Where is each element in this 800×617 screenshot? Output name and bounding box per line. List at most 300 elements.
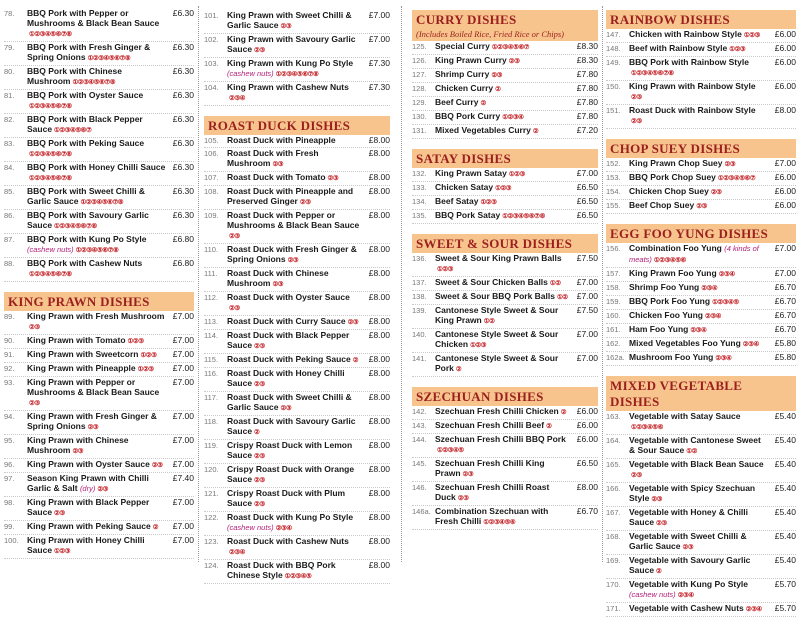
item-name-text: Chicken Chop Suey: [629, 186, 709, 196]
menu-item: [606, 555, 796, 579]
item-name: [435, 55, 570, 67]
item-price: £7.50: [576, 253, 598, 263]
allergen-codes: ①②③④⑤: [437, 447, 464, 454]
item-name: [227, 244, 362, 266]
allergen-codes: ①②③: [437, 266, 453, 273]
item-name-text: Roast Duck with Kung Po Style: [227, 512, 354, 522]
item-price: £6.30: [172, 42, 194, 52]
item-number: 78.: [4, 9, 15, 18]
menu-item: [606, 268, 796, 282]
allergen-codes: ①②③④⑤⑥: [483, 519, 516, 526]
allergen-codes: ②③: [272, 281, 284, 288]
menu-item: [606, 172, 796, 186]
item-number: 108.: [204, 187, 219, 196]
item-name: [27, 66, 166, 88]
allergen-codes: ①②③④⑤⑥⑦⑧: [80, 199, 124, 206]
item-number: 114.: [204, 331, 219, 340]
allergen-codes: ②③: [254, 453, 265, 460]
item-name-text: BBQ Pork with Pepper or Mushrooms & Black Bean Sauce: [27, 8, 160, 28]
item-name: [435, 41, 570, 53]
item-name-text: Roast Duck with Pineapple and Preserved Ginger: [227, 186, 354, 206]
item-name: [227, 135, 362, 145]
allergen-codes: ②③: [710, 189, 722, 196]
allergen-codes: ①②: [483, 318, 495, 325]
item-number: 145.: [412, 459, 427, 468]
item-name-text: Sweet & Sour BBQ Pork Balls: [435, 291, 555, 301]
item-price: £8.00: [368, 560, 390, 570]
item-number: 128.: [412, 84, 427, 93]
item-price: £6.30: [172, 8, 194, 18]
column-divider: [198, 6, 199, 562]
allergen-codes: ①②③④⑤⑥⑦⑧: [29, 151, 72, 158]
item-price: £6.00: [774, 172, 796, 182]
item-price: £7.00: [172, 335, 194, 345]
menu-item: [606, 43, 796, 57]
item-price: £8.00: [368, 244, 390, 254]
item-number: 165.: [606, 460, 621, 469]
item-price: £6.00: [774, 81, 796, 91]
item-price: £6.50: [576, 458, 598, 468]
item-number: 162.: [606, 339, 621, 348]
menu-item: [412, 458, 598, 482]
item-number: 160.: [606, 311, 621, 320]
item-number: 161.: [606, 325, 621, 334]
item-price: £8.00: [368, 512, 390, 522]
item-price: £8.00: [368, 148, 390, 158]
item-number: 155.: [606, 201, 621, 210]
allergen-codes: ②③: [299, 199, 311, 206]
menu-item: [4, 66, 194, 90]
item-name-text: Roast Duck with Tomato: [227, 172, 326, 182]
item-number: 119.: [204, 441, 219, 450]
item-number: 136.: [412, 254, 427, 263]
menu-column-3: [412, 0, 598, 530]
item-name-text: Beef with Rainbow Style: [629, 43, 728, 53]
menu-item: [606, 324, 796, 338]
item-name: [629, 435, 768, 457]
item-name: [435, 305, 570, 327]
allergen-codes: ②③: [508, 58, 520, 65]
allergen-codes: ①②③: [140, 352, 157, 359]
menu-item: [606, 507, 796, 531]
item-price: £5.70: [774, 579, 796, 589]
menu-item: [204, 82, 390, 106]
item-price: £6.80: [172, 258, 194, 268]
item-number: 97.: [4, 474, 15, 483]
item-price: £6.00: [774, 57, 796, 67]
item-name: [227, 82, 362, 104]
item-name-text: Roast Duck with Pineapple: [227, 135, 336, 145]
item-price: £7.00: [576, 168, 598, 178]
item-name-text: King Prawn with Fresh Ginger & Spring Onions: [27, 411, 157, 431]
menu-section: [606, 214, 796, 366]
item-number: 93.: [4, 378, 15, 387]
item-name: [435, 406, 570, 418]
item-name: [629, 507, 768, 529]
menu-item: [4, 435, 194, 459]
item-note: (cashew nuts): [629, 590, 676, 599]
allergen-codes: ①②③④⑤⑥⑦⑧: [72, 79, 116, 86]
item-name: [435, 458, 570, 480]
item-name-text: Szechuan Fresh Chilli Chicken: [435, 406, 559, 416]
item-name: [435, 97, 570, 109]
item-price: £8.00: [368, 416, 390, 426]
allergen-codes: ①②③④⑤⑥⑦: [491, 44, 530, 51]
item-price: £6.70: [774, 310, 796, 320]
allergen-codes: ②③④: [742, 341, 759, 348]
menu-item: [606, 282, 796, 296]
item-number: 83.: [4, 139, 15, 148]
allergen-codes: ②③: [724, 161, 736, 168]
allergen-codes: ①②③④: [502, 114, 524, 121]
item-number: 90.: [4, 336, 15, 345]
item-name-text: Chicken Curry: [435, 83, 494, 93]
item-name: [227, 354, 362, 366]
item-name-text: Szechuan Fresh Chilli BBQ Pork: [435, 434, 566, 444]
allergen-codes: ②: [546, 423, 552, 430]
item-price: £6.70: [576, 506, 598, 516]
item-name: [629, 324, 768, 336]
section-heading: SWEET & SOUR DISHES: [412, 234, 598, 253]
allergen-codes: ②③: [254, 47, 265, 54]
item-price: £8.00: [368, 186, 390, 196]
allergen-codes: ②③: [29, 324, 40, 331]
item-name-text: Crispy Roast Duck with Plum Sauce: [227, 488, 346, 508]
item-number: 171.: [606, 604, 621, 613]
item-name: [227, 392, 362, 414]
menu-item: [204, 330, 390, 354]
allergen-codes: ①②③④⑤⑥⑦⑧: [29, 175, 72, 182]
menu-item: [4, 258, 194, 282]
menu-item: [412, 196, 598, 210]
allergen-codes: ①②③④⑤⑥: [631, 424, 663, 431]
item-name-text: Roast Duck with Pepper or Mushrooms & Black Bean Sauce: [227, 210, 360, 230]
item-number: 98.: [4, 498, 15, 507]
item-number: 148.: [606, 44, 621, 53]
item-name: [27, 497, 166, 519]
menu-item: [204, 392, 390, 416]
item-price: £7.00: [774, 243, 796, 253]
item-name-text: Shrimp Foo Yung: [629, 282, 700, 292]
item-price: £6.30: [172, 90, 194, 100]
menu-item: [412, 210, 598, 224]
item-name: [27, 363, 166, 375]
item-name-text: BBQ Pork with Fresh Ginger & Spring Onions: [27, 42, 151, 62]
item-name: [227, 488, 362, 510]
item-name-text: Szechuan Fresh Chilli Roast Duck: [435, 482, 550, 502]
item-price: £7.80: [576, 83, 598, 93]
menu-item: [4, 138, 194, 162]
item-price: £5.40: [774, 459, 796, 469]
item-name-text: King Prawn with Fresh Mushroom: [27, 311, 165, 321]
allergen-codes: ②: [480, 100, 486, 107]
menu-item: [4, 363, 194, 377]
item-price: £6.70: [774, 324, 796, 334]
item-number: 141.: [412, 354, 427, 363]
item-price: £8.00: [368, 392, 390, 402]
item-number: 105.: [204, 136, 219, 145]
item-number: 103.: [204, 59, 219, 68]
menu-item: [204, 416, 390, 440]
allergen-codes: ①②③: [508, 171, 525, 178]
allergen-codes: ②③: [254, 381, 265, 388]
item-name: [629, 268, 768, 280]
item-price: £7.00: [172, 377, 194, 387]
allergen-codes: ②③④: [229, 549, 245, 556]
item-price: £5.40: [774, 555, 796, 565]
item-name-text: Roast Duck with Oyster Sauce: [227, 292, 350, 302]
item-number: 156.: [606, 244, 621, 253]
item-name-text: King Prawn with Peking Sauce: [27, 521, 151, 531]
allergen-codes: ①②③④⑤⑥⑦⑧: [275, 71, 319, 78]
item-number: 169.: [606, 556, 621, 565]
item-price: £5.70: [774, 603, 796, 613]
menu-item: [606, 186, 796, 200]
item-name-text: King Prawn Chop Suey: [629, 158, 723, 168]
item-name: [435, 253, 570, 275]
allergen-codes: ①②③: [495, 185, 512, 192]
item-name: [435, 210, 570, 222]
item-number: 126.: [412, 56, 427, 65]
item-number: 96.: [4, 460, 15, 469]
item-number: 121.: [204, 489, 219, 498]
menu-section: [606, 129, 796, 214]
item-name: [629, 43, 768, 55]
item-name-text: Ham Foo Yung: [629, 324, 689, 334]
item-name-text: Shrimp Curry: [435, 69, 490, 79]
item-number: 168.: [606, 532, 621, 541]
item-number: 92.: [4, 364, 15, 373]
item-name: [435, 329, 570, 351]
section-heading: SATAY DISHES: [412, 149, 598, 168]
menu-item: [606, 310, 796, 324]
item-number: 162a.: [606, 353, 625, 362]
allergen-codes: ①②: [556, 294, 568, 301]
item-name: [227, 464, 362, 486]
item-number: 89.: [4, 312, 15, 321]
item-number: 84.: [4, 163, 15, 172]
item-name-text: Crispy Roast Duck with Orange Sauce: [227, 464, 355, 484]
item-name-text: BBQ Pork Foo Yung: [629, 296, 711, 306]
item-name-text: King Prawn with Kung Po Style: [227, 58, 354, 68]
item-name: [27, 335, 166, 347]
allergen-codes: ①②③④⑤⑥⑦: [54, 127, 92, 134]
menu-item: [606, 338, 796, 352]
item-name: [227, 148, 362, 170]
item-name-text: Combination Foo Yung: [629, 243, 722, 253]
menu-item: [204, 34, 390, 58]
section-heading: EGG FOO YUNG DISHES: [606, 224, 796, 243]
item-price: £7.00: [576, 329, 598, 339]
item-name-text: King Prawn Curry: [435, 55, 507, 65]
allergen-codes: ①②③④⑤⑥: [653, 257, 686, 264]
item-name: [227, 316, 362, 328]
item-price: £7.20: [576, 125, 598, 135]
allergen-codes: ②③: [151, 462, 163, 469]
allergen-codes: ②③: [491, 72, 502, 79]
item-price: £6.00: [774, 186, 796, 196]
allergen-codes: ②③④: [745, 606, 762, 613]
menu-item: [4, 335, 194, 349]
item-name-text: Roast Duck with Chinese Mushroom: [227, 268, 329, 288]
item-name-text: Mixed Vegetables Foo Yung: [629, 338, 741, 348]
item-name-text: King Prawn with Rainbow Style: [629, 81, 756, 91]
menu-column-4: [606, 0, 796, 617]
item-price: £7.00: [576, 353, 598, 363]
item-name: [27, 186, 166, 208]
item-name-text: BBQ Pork with Savoury Garlic Sauce: [27, 210, 149, 230]
item-name-text: BBQ Pork Curry: [435, 111, 501, 121]
allergen-codes: ②③: [54, 510, 65, 517]
allergen-codes: ①②③④⑤⑥⑦⑧: [87, 55, 131, 62]
menu-item: [606, 105, 796, 129]
item-name: [227, 416, 362, 438]
item-price: £6.00: [774, 29, 796, 39]
menu-item: [204, 186, 390, 210]
item-name: [27, 459, 166, 471]
item-name: [27, 234, 166, 256]
item-name-text: Mixed Vegetables Curry: [435, 125, 531, 135]
menu-item: [204, 464, 390, 488]
allergen-codes: ②③: [72, 448, 84, 455]
menu-item: [606, 243, 796, 268]
item-name-text: Sweet & Sour King Prawn Balls: [435, 253, 562, 263]
allergen-codes: ②: [560, 409, 567, 416]
item-name-text: Roast Duck with Peking Sauce: [227, 354, 351, 364]
menu-item: [606, 29, 796, 43]
item-name-text: BBQ Pork Satay: [435, 210, 501, 220]
item-price: £7.00: [172, 535, 194, 545]
item-name-text: Vegetable with Cantonese Sweet & Sour Sauce: [629, 435, 761, 455]
item-number: 164.: [606, 436, 621, 445]
allergen-codes: ②③④: [715, 355, 732, 362]
menu-item: [4, 377, 194, 411]
allergen-codes: ①②③④⑤: [712, 299, 739, 306]
menu-item: [412, 253, 598, 277]
menu-item: [606, 81, 796, 105]
item-name: [629, 200, 768, 212]
item-name: [629, 531, 768, 553]
item-name-text: Vegetable with Savoury Garlic Sauce: [629, 555, 751, 575]
item-name: [629, 459, 768, 481]
section-heading: RAINBOW DISHES: [606, 10, 796, 29]
menu-item: [4, 311, 194, 335]
item-price: £6.30: [172, 114, 194, 124]
item-price: £7.00: [576, 277, 598, 287]
item-name-text: Chicken with Rainbow Style: [629, 29, 742, 39]
allergen-codes: ②③④: [229, 95, 245, 102]
item-number: 153.: [606, 173, 621, 182]
item-name: [227, 210, 362, 242]
item-number: 118.: [204, 417, 219, 426]
item-name: [629, 57, 768, 79]
item-name-text: Cantonese Style Sweet & Sour Pork: [435, 353, 559, 373]
item-name-text: Roast Duck with Rainbow Style: [629, 105, 756, 115]
menu-item: [204, 368, 390, 392]
menu-item: [412, 329, 598, 353]
item-number: 115.: [204, 355, 219, 364]
item-name: [629, 29, 768, 41]
menu-item: [4, 497, 194, 521]
item-name: [435, 69, 570, 81]
menu-section: [412, 224, 598, 377]
item-price: £8.00: [576, 482, 598, 492]
menu-item: [606, 579, 796, 603]
item-name-text: Vegetable with Sweet Chilli & Garlic Sauce: [629, 531, 747, 551]
menu-item: [412, 182, 598, 196]
column-divider: [401, 6, 402, 562]
menu-item: [412, 277, 598, 291]
item-name: [629, 172, 768, 184]
item-name: [629, 81, 768, 103]
menu-item: [204, 172, 390, 186]
menu-item: [204, 58, 390, 82]
allergen-codes: ②③④: [701, 285, 718, 292]
item-number: 117.: [204, 393, 219, 402]
allergen-codes: ①②③④⑤⑥⑦⑧: [502, 213, 545, 220]
menu-item: [606, 411, 796, 435]
item-number: 170.: [606, 580, 621, 589]
menu-item: [204, 512, 390, 536]
section-subheading: (Includes Boiled Rice, Fried Rice or Chips): [412, 29, 598, 41]
item-price: £8.00: [368, 354, 390, 364]
item-name: [435, 420, 570, 432]
item-name-text: King Prawn with Sweet Chilli & Garlic Sauce: [227, 10, 352, 30]
item-price: £5.40: [774, 411, 796, 421]
item-price: £6.00: [774, 200, 796, 210]
item-name-text: King Prawn with Chinese Mushroom: [27, 435, 129, 455]
menu-item: [204, 560, 390, 584]
menu-item: [204, 316, 390, 330]
item-name-text: BBQ Pork with Honey Chilli Sauce: [27, 162, 166, 172]
item-number: 149.: [606, 58, 621, 67]
menu-section: [204, 0, 390, 106]
item-name-text: BBQ Pork with Rainbow Style: [629, 57, 749, 67]
menu-item: [204, 268, 390, 292]
item-name-text: Roast Duck with Black Pepper Sauce: [227, 330, 350, 350]
item-name: [27, 311, 166, 333]
item-name: [435, 111, 570, 123]
item-name: [435, 125, 570, 137]
menu-item: [4, 521, 194, 535]
menu-item: [4, 8, 194, 42]
item-number: 85.: [4, 187, 15, 196]
item-number: 152.: [606, 159, 621, 168]
item-name-text: Roast Duck with Fresh Ginger & Spring Onions: [227, 244, 357, 264]
item-name: [435, 83, 570, 95]
item-name: [27, 473, 166, 495]
item-price: £7.80: [576, 69, 598, 79]
menu-item: [606, 459, 796, 483]
item-number: 140.: [412, 330, 427, 339]
item-number: 101.: [204, 11, 219, 20]
item-name: [629, 555, 768, 577]
menu-item: [204, 292, 390, 316]
menu-section: [412, 377, 598, 530]
allergen-codes: ②③: [347, 319, 359, 326]
item-name: [629, 603, 768, 615]
item-name: [27, 42, 166, 64]
menu-item: [606, 296, 796, 310]
item-name-text: Roast Duck with Savoury Garlic Sauce: [227, 416, 356, 436]
menu-item: [412, 406, 598, 420]
item-name-text: King Prawn with Cashew Nuts: [227, 82, 349, 92]
allergen-codes: ②: [532, 128, 539, 135]
menu-item: [412, 168, 598, 182]
item-name-text: Beef Satay: [435, 196, 479, 206]
menu-item: [4, 90, 194, 114]
item-number: 112.: [204, 293, 219, 302]
